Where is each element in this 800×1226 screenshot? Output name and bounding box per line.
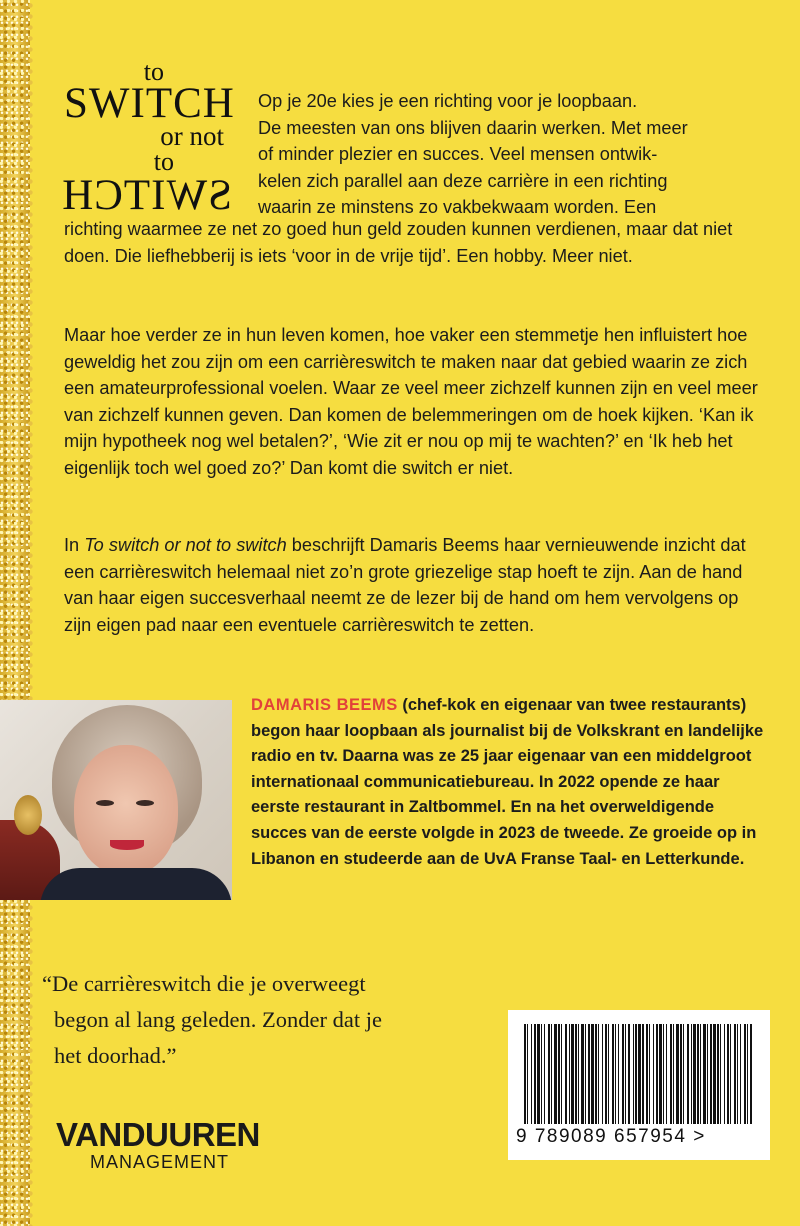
barcode-bar <box>608 1024 609 1124</box>
barcode-bar <box>544 1024 545 1124</box>
barcode-bar <box>697 1024 699 1124</box>
barcode-bar <box>635 1024 637 1124</box>
barcode-bar <box>750 1024 752 1124</box>
barcode-bar <box>605 1024 607 1124</box>
barcode-bar <box>618 1024 619 1124</box>
back-quote <box>42 966 482 1074</box>
title-to-2: to <box>153 147 174 176</box>
barcode-bars <box>524 1024 756 1124</box>
barcode-bar <box>633 1024 634 1124</box>
photo-lips <box>110 840 144 850</box>
barcode-bar <box>687 1024 689 1124</box>
barcode-bar <box>571 1024 574 1124</box>
barcode-bar <box>527 1024 528 1124</box>
glitter-spine <box>0 0 30 1226</box>
book-title <box>58 55 238 219</box>
barcode-bar <box>554 1024 557 1124</box>
barcode-bar <box>691 1024 692 1124</box>
barcode-bar <box>666 1024 667 1124</box>
barcode-bar <box>595 1024 597 1124</box>
barcode-bar <box>673 1024 674 1124</box>
photo-eye-right <box>136 800 154 806</box>
barcode-bar <box>727 1024 729 1124</box>
barcode-bar <box>703 1024 706 1124</box>
barcode-bar <box>622 1024 624 1124</box>
barcode-bar <box>537 1024 540 1124</box>
barcode-bar <box>646 1024 648 1124</box>
author-bio-text: (chef-kok en eigenaar van twee restaurants) begon haar loopbaan als journalist bij de Volkskrant en landelijke radio en tv. Daarna was ze 25 jaar eigenaar van een middelgroot internationaal communicatiebureau. In 2022 opende ze haar eerste restaurant in Zaltbommel. En na het overweldigende succes van de eerste volgde in 2023 de tweede. Ze groeide op in Libanon en studeerde aan de UvA Franse Taal- en Letterkunde. <box>251 696 764 868</box>
barcode-bar <box>693 1024 696 1124</box>
barcode-bar <box>659 1024 662 1124</box>
quote-line: “De carrièreswitch die je overweegt <box>42 971 366 996</box>
publisher-brand: VANDUUREN <box>56 1116 260 1153</box>
isbn-number: 9 789089 657954 > <box>516 1126 706 1147</box>
barcode-bar <box>683 1024 684 1124</box>
barcode-bar <box>713 1024 716 1124</box>
barcode-bar <box>717 1024 719 1124</box>
barcode-bar <box>649 1024 650 1124</box>
author-name: DAMARIS BEEMS <box>251 696 398 714</box>
barcode-bar <box>740 1024 741 1124</box>
barcode-bar <box>707 1024 708 1124</box>
intro-line: of minder plezier en succes. Veel mensen ontwik- <box>258 144 658 164</box>
barcode-bar <box>561 1024 562 1124</box>
title-switch: SWITCH <box>64 80 235 127</box>
barcode-bar <box>724 1024 725 1124</box>
barcode-bar <box>720 1024 721 1124</box>
barcode-bar <box>615 1024 616 1124</box>
barcode-bar <box>656 1024 658 1124</box>
p3-rest: beschrijft Damaris Beems haar vernieuwende inzicht dat een carrièreswitch helemaal niet zo’n grote griezelige stap hoeft te zijn. Aan de hand van haar eigen succesverhaal neemt ze de lezer bij de hand om hem vervolgens op zijn eigen pad naar een eventuele carrièreswitch te zetten. <box>64 535 746 635</box>
barcode-bar <box>585 1024 586 1124</box>
publisher-sub: MANAGEMENT <box>90 1152 230 1172</box>
quote-line: begon al lang geleden. Zonder dat je <box>54 1007 382 1032</box>
barcode-bar <box>534 1024 536 1124</box>
photo-coat <box>40 868 232 900</box>
barcode-bar <box>569 1024 570 1124</box>
barcode-bar <box>581 1024 584 1124</box>
barcode-bar <box>591 1024 594 1124</box>
intro-line: Op je 20e kies je een richting voor je loopbaan. <box>258 91 638 111</box>
barcode-bar <box>734 1024 736 1124</box>
body-paragraph-3 <box>64 532 764 638</box>
barcode-bar <box>548 1024 550 1124</box>
barcode-bar <box>524 1024 526 1124</box>
intro-paragraph-rest: richting waarmee ze net zo goed hun geld zouden kunnen verdienen, maar dat niet doen. Die liefhebberij is iets ‘voor in de vrije tijd’. Een hobby. Meer niet. <box>64 219 733 266</box>
title-or-not: or not <box>160 121 224 151</box>
intro-line: waarin ze minstens zo vakbekwaam worden. Een <box>258 197 657 217</box>
barcode-bar <box>642 1024 644 1124</box>
intro-line: De meesten van ons blijven daarin werken. Met meer <box>258 117 688 138</box>
barcode-bar <box>558 1024 560 1124</box>
barcode-bar <box>602 1024 603 1124</box>
barcode-bar <box>625 1024 626 1124</box>
barcode-bar <box>598 1024 599 1124</box>
barcode-bar <box>700 1024 701 1124</box>
barcode-bar <box>575 1024 577 1124</box>
p3-book-title: To switch or not to switch <box>84 535 287 555</box>
barcode-bar <box>612 1024 614 1124</box>
photo-face <box>74 745 178 875</box>
barcode-bar <box>747 1024 748 1124</box>
barcode-bar <box>744 1024 746 1124</box>
title-switch-mirrored: SWITCH <box>61 172 232 219</box>
barcode-bar <box>565 1024 567 1124</box>
barcode-bar <box>588 1024 590 1124</box>
photo-eye-left <box>96 800 114 806</box>
barcode-bar <box>578 1024 579 1124</box>
photo-gold-ornament <box>14 795 42 835</box>
barcode-bar <box>680 1024 682 1124</box>
title-to-1: to <box>143 57 164 86</box>
barcode-bar <box>730 1024 731 1124</box>
intro-paragraph-top <box>258 88 748 221</box>
isbn-barcode <box>508 1010 770 1160</box>
barcode-bar <box>663 1024 664 1124</box>
barcode-bar <box>628 1024 630 1124</box>
author-photo <box>0 700 232 900</box>
barcode-bar <box>710 1024 712 1124</box>
publisher-logo <box>56 1118 260 1172</box>
barcode-bar <box>541 1024 542 1124</box>
barcode-bar <box>551 1024 552 1124</box>
barcode-bar <box>531 1024 532 1124</box>
barcode-bar <box>737 1024 738 1124</box>
intro-line: kelen zich parallel aan deze carrière in een richting <box>258 170 668 191</box>
p3-prefix: In <box>64 535 85 555</box>
barcode-bar <box>676 1024 679 1124</box>
barcode-bar <box>638 1024 641 1124</box>
body-paragraph-2: Maar hoe verder ze in hun leven komen, hoe vaker een stemmetje hen influistert hoe geweldig het zou zijn om een carrièreswitch te maken naar dat gebied waarin ze zich een amateurprofessional voelen. Waar ze veel meer zichzelf kunnen zijn en veel meer van zichzelf kunnen geven. Dan komen de belemmeringen om de hoek kijken. ‘Kan ik mijn hypotheek nog wel betalen?’, ‘Wie zit er nou op mij te wachten?’ en ‘Ik heb het eigenlijk toch wel goed zo?’ Dan komt die switch er niet. <box>64 325 758 478</box>
quote-line: het doorhad.” <box>54 1043 177 1068</box>
barcode-bar <box>653 1024 654 1124</box>
barcode-bar <box>670 1024 672 1124</box>
author-bio <box>251 693 771 872</box>
